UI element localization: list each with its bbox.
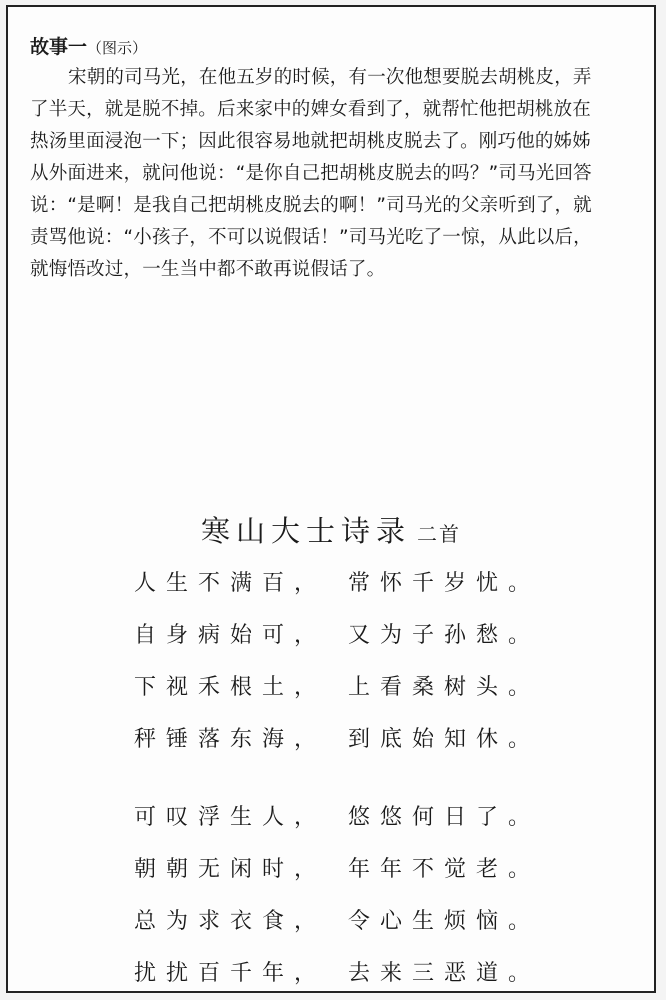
poem-line: [134, 711, 574, 763]
poem-line: [134, 789, 574, 841]
poem-line-first-half: 朝朝无闲时，: [134, 856, 327, 882]
story-line: 了半天，就是脱不掉。后来家中的婢女看到了，就帮忙他把胡桃放在: [30, 99, 592, 120]
poem-line-first-half: 可叹浮生人，: [134, 804, 327, 830]
poem-line-second-half: 到底始知休。: [348, 726, 541, 752]
poem-stanza-2: [134, 789, 574, 997]
poem-stanza-1: [134, 555, 574, 763]
story-line: 责骂他说：“小孩子，不可以说假话！”司马光吃了一惊，从此以后，: [30, 227, 592, 248]
poem-line: [134, 945, 574, 997]
poem-line-second-half: 悠悠何日了。: [348, 804, 541, 830]
poem-line-second-half: 去来三恶道。: [348, 960, 541, 986]
poem-line-second-half: 常怀千岁忧。: [348, 570, 541, 596]
story-line: 从外面进来，就问他说：“是你自己把胡桃皮脱去的吗？”司马光回答: [30, 163, 592, 184]
poem-line-second-half: 年年不觉老。: [348, 856, 541, 882]
story-body: [30, 62, 640, 286]
poem-line-second-half: 令心生烦恼。: [348, 908, 541, 934]
story-section: [30, 33, 640, 286]
story-line: 就悔悟改过，一生当中都不敢再说假话了。: [30, 259, 386, 280]
poem-line: [134, 555, 574, 607]
poem-line-first-half: 下视禾根土，: [134, 674, 327, 700]
poem-title: [8, 509, 654, 550]
poem-line-first-half: 扰扰百千年，: [134, 960, 327, 986]
poem-title-main: 寒山大士诗录: [200, 514, 411, 548]
story-heading-tag: （图示）: [87, 39, 148, 57]
poem-line-second-half: 上看桑树头。: [348, 674, 541, 700]
poem-line: [134, 841, 574, 893]
story-line: 说：“是啊！是我自己把胡桃皮脱去的啊！”司马光的父亲听到了，就: [30, 195, 592, 216]
poem-title-subtitle: 二首: [417, 522, 461, 546]
poem-line: [134, 659, 574, 711]
poem-line: [134, 607, 574, 659]
poem-line-first-half: 总为求衣食，: [134, 908, 327, 934]
story-heading-title: 故事一: [30, 36, 88, 58]
poem-line-second-half: 又为子孙愁。: [348, 622, 541, 648]
poem-line-first-half: 人生不满百，: [134, 570, 327, 596]
story-line: 宋朝的司马光，在他五岁的时候，有一次他想要脱去胡桃皮，弄: [68, 67, 592, 88]
poem-line: [134, 893, 574, 945]
story-line: 热汤里面浸泡一下；因此很容易地就把胡桃皮脱去了。刚巧他的姊姊: [30, 131, 592, 152]
poem-line-first-half: 自身病始可，: [134, 622, 327, 648]
poem-line-first-half: 秤锤落东海，: [134, 726, 327, 752]
story-heading: [30, 33, 640, 62]
document-page: [6, 5, 656, 993]
